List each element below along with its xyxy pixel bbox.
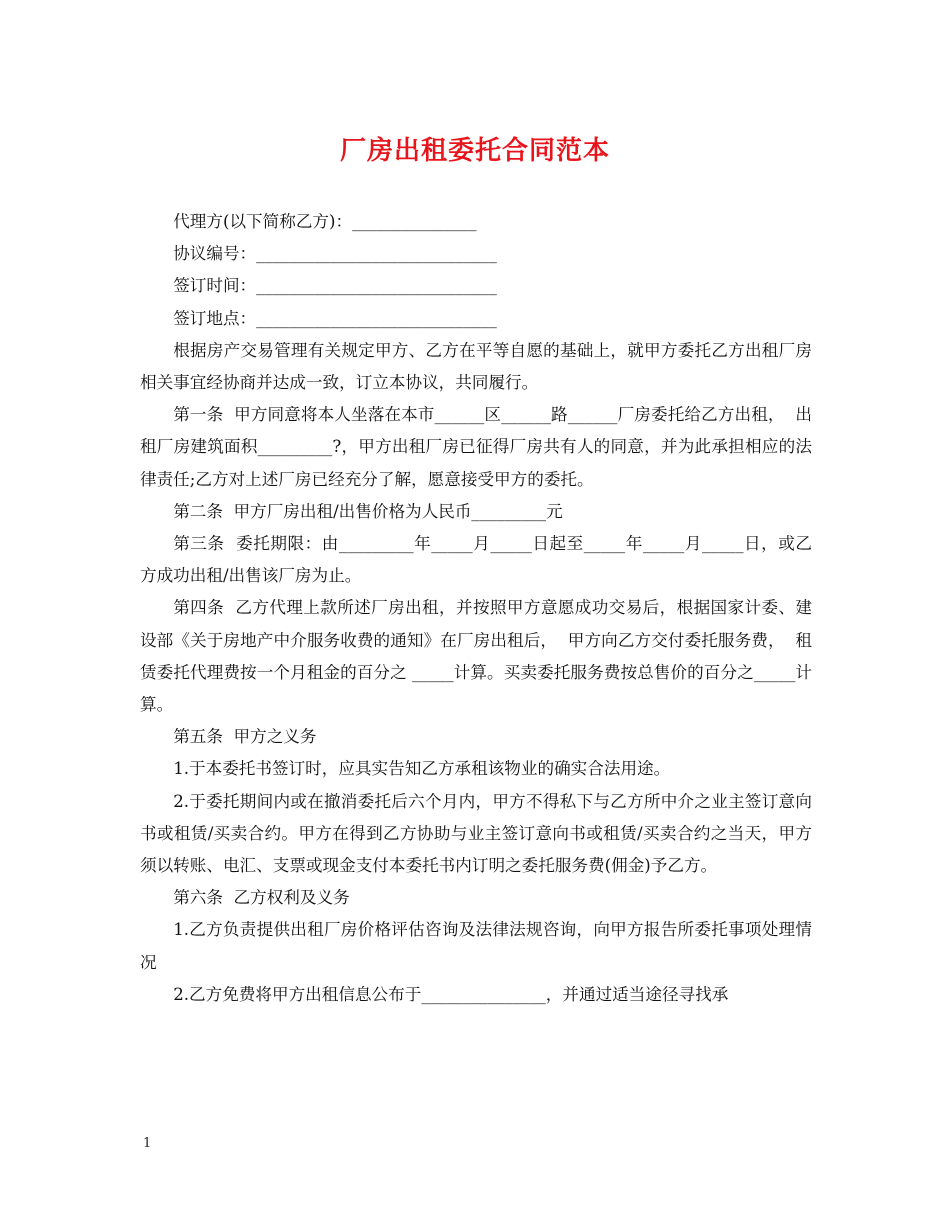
- article-3-paragraph: 第三条 委托期限：由_________年_____月_____日起至_____年_____月_____日，或乙方成功出租/出售该厂房为止。: [140, 534, 812, 586]
- article-1-paragraph: 第一条 甲方同意将本人坐落在本市______区______路______厂房委托给乙方出租， 出租厂房建筑面积_________?，甲方出租厂房已征得厂房共有人的同意，并为此承担相应的法律责任;乙方对上述厂房已经充分了解，愿意接受甲方的委托。: [140, 405, 812, 489]
- agreement-number-line: 协议编号：_____________________________: [173, 244, 497, 264]
- signing-place-line: 签订地点：_____________________________: [173, 308, 497, 328]
- article-6-item-2: 2.乙方免费将甲方出租信息公布于_______________，并通过适当途径寻找承: [173, 984, 729, 1004]
- article-5-item-2: 2.于委托期间内或在撤消委托后六个月内，甲方不得私下与乙方所中介之业主签订意向书或租赁/买卖合约。甲方在得到乙方协助与业主签订意向书或租赁/买卖合约之当天，甲方须以转账、电汇、支票或现金支付本委托书内订明之委托服务费(佣金)予乙方。: [140, 791, 812, 876]
- signing-time-line: 签订时间：_____________________________: [173, 276, 497, 296]
- agent-party-line: 代理方(以下简称乙方)：_______________: [173, 212, 477, 231]
- document-body: [140, 206, 812, 1011]
- preamble-paragraph: 根据房产交易管理有关规定甲方、乙方在平等自愿的基础上，就甲方委托乙方出租厂房相关事宜经协商并达成一致，订立本协议，共同履行。: [140, 340, 812, 393]
- article-6-heading: 第六条 乙方权利及义务: [173, 888, 350, 908]
- article-4-paragraph: 第四条 乙方代理上款所述厂房出租，并按照甲方意愿成功交易后，根据国家计委、建设部《关于房地产中介服务收费的通知》在厂房出租后， 甲方向乙方交付委托服务费， 租赁委托代理费按一个月租金的百分之 _____计算。买卖委托服务费按总售价的百分之_____计算。: [140, 598, 812, 715]
- article-5-heading: 第五条 甲方之义务: [173, 727, 317, 747]
- article-2-paragraph: 第二条 甲方厂房出租/出售价格为人民币_________元: [173, 501, 563, 521]
- document-title: 厂房出租委托合同范本: [339, 136, 610, 166]
- article-5-item-1: 1.于本委托书签订时，应具实告知乙方承租该物业的确实合法用途。: [173, 759, 671, 779]
- article-6-item-1: 1.乙方负责提供出租厂房价格评估咨询及法律法规咨询，向甲方报告所委托事项处理情况: [140, 920, 812, 972]
- page-number: 1: [143, 1136, 152, 1151]
